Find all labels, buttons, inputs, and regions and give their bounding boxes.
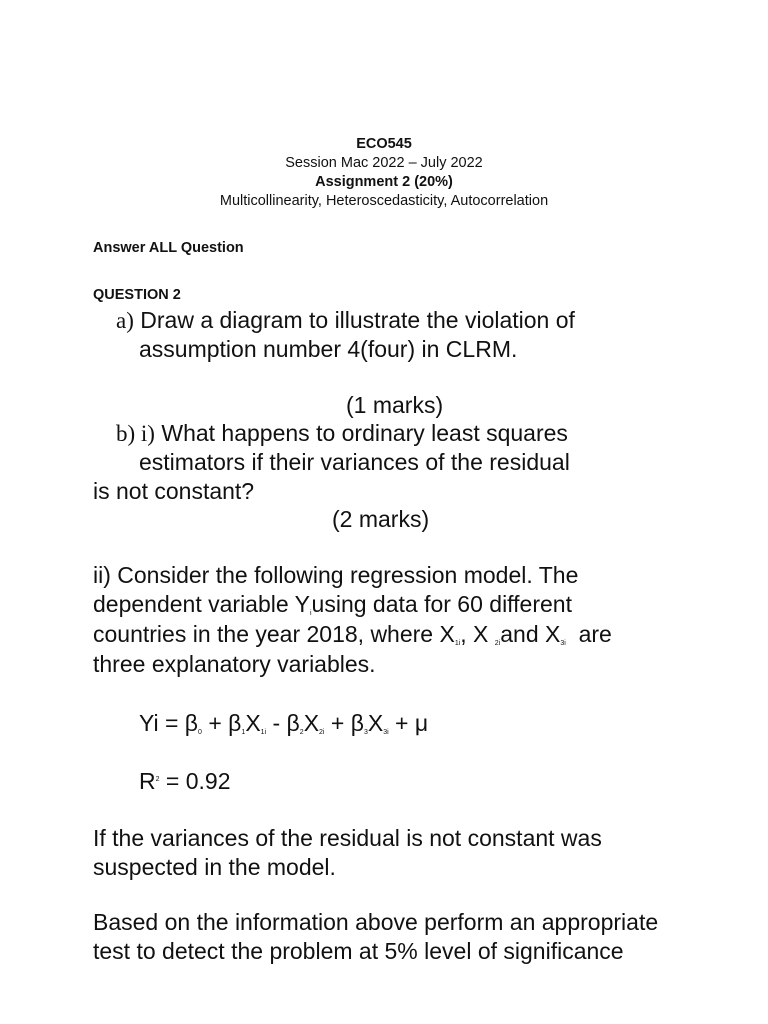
part-a-label: a) <box>116 308 134 333</box>
r-squared: $R^2 = 0.92$ <box>139 768 231 794</box>
part-bi-marks: (2 marks) <box>332 506 430 532</box>
part-bi-line3: is not constant? <box>93 478 255 504</box>
session-line: Session Mac 2022 – July 2022 <box>285 155 483 171</box>
part-a-line2: assumption number 4(four) in CLRM. <box>139 336 518 362</box>
part-bi-label: b) i) <box>116 421 155 446</box>
part-bii-line2: dependent variable $Y_iusing$ data for 60 different <box>93 591 572 617</box>
assignment-topics: Multicollinearity, Heteroscedasticity, Autocorrelation <box>219 193 549 209</box>
part-bii-line3: countries in the year 2018, where $X_{1i}$, X $_{2i}$and $X_{3i}$ are <box>93 621 612 647</box>
para1-line1: If the variances of the residual is not constant was <box>93 825 602 851</box>
instruction: Answer ALL Question <box>93 240 244 256</box>
part-bi-text: What happens to ordinary least squares <box>161 420 568 446</box>
course-code: ECO545 <box>356 136 412 152</box>
part-bi-line1 <box>116 420 568 447</box>
question-title: QUESTION 2 <box>93 287 181 303</box>
part-bii-line1: ii) Consider the following regression model. The <box>93 562 579 588</box>
part-a-text: Draw a diagram to illustrate the violation of <box>140 307 575 333</box>
regression-equation: $Yi = \beta_0 + \beta_1X_{1i} - \beta_2X_{2i} + \beta_3X_{3i} + \mu$ <box>139 710 429 736</box>
part-bi-line2: estimators if their variances of the residual <box>139 449 570 475</box>
para1-line2: suspected in the model. <box>93 854 336 880</box>
para2-line1: Based on the information above perform an appropriate <box>93 909 659 935</box>
part-a-marks: (1 marks) <box>346 392 444 418</box>
para2-line2: test to detect the problem at 5% level of significance <box>93 938 624 964</box>
assignment-title: Assignment 2 (20%) <box>315 174 453 190</box>
part-a-line1 <box>116 307 575 334</box>
part-bii-line4: three explanatory variables. <box>93 651 376 677</box>
